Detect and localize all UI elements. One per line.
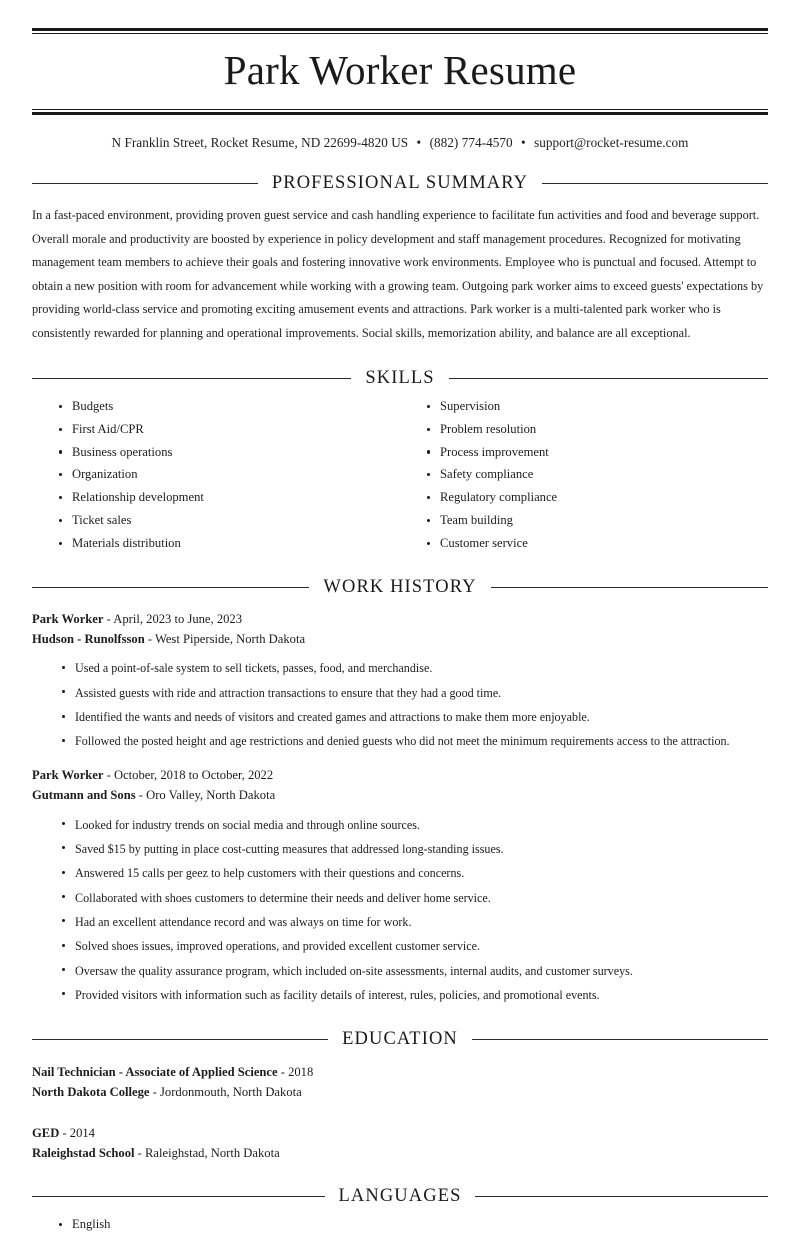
section-rule-right bbox=[449, 378, 768, 379]
education-degree: GED bbox=[32, 1125, 60, 1140]
job-task-item: Solved shoes issues, improved operations, and provided excellent customer service. bbox=[75, 934, 768, 958]
section-rule-left bbox=[32, 378, 351, 379]
languages-list bbox=[32, 1213, 768, 1235]
education-degree-line bbox=[32, 1062, 768, 1082]
skill-item: Relationship development bbox=[72, 486, 400, 509]
job-task-item: Collaborated with shoes customers to determine their needs and deliver home service. bbox=[75, 885, 768, 909]
section-rule-left bbox=[32, 1039, 328, 1040]
contact-email: support@rocket-resume.com bbox=[534, 135, 689, 150]
education-school-line bbox=[32, 1143, 768, 1163]
section-rule-right bbox=[475, 1196, 768, 1197]
section-title-skills: SKILLS bbox=[365, 367, 435, 388]
education-year: - 2014 bbox=[59, 1125, 95, 1140]
skills-columns bbox=[32, 389, 768, 555]
job-company-line bbox=[32, 785, 768, 805]
resume-title: Park Worker Resume bbox=[223, 47, 577, 93]
job-title: Park Worker bbox=[32, 767, 104, 782]
job-company: Gutmann and Sons bbox=[32, 788, 136, 803]
job-task-item: Assisted guests with ride and attraction transactions to ensure that they had a good time. bbox=[75, 681, 768, 705]
section-rule-right bbox=[472, 1039, 768, 1040]
job-dates: - October, 2018 to October, 2022 bbox=[103, 767, 274, 782]
job-task-item: Followed the posted height and age restrictions and denied guests who did not meet the minimum requirements access to the attraction. bbox=[75, 729, 768, 753]
skill-item: Team building bbox=[440, 509, 768, 532]
skills-column-left bbox=[32, 395, 400, 555]
skill-item: Business operations bbox=[72, 440, 400, 463]
job-company-line bbox=[32, 629, 768, 649]
job-title-line bbox=[32, 765, 768, 785]
contact-separator-1: • bbox=[416, 135, 422, 150]
skill-item: Regulatory compliance bbox=[440, 486, 768, 509]
education-list bbox=[32, 1050, 768, 1164]
skill-item: Ticket sales bbox=[72, 509, 400, 532]
section-header-education bbox=[32, 1029, 768, 1050]
skill-item: Customer service bbox=[440, 532, 768, 555]
section-rule-left bbox=[32, 1196, 325, 1197]
job-location: - Oro Valley, North Dakota bbox=[135, 788, 276, 803]
section-header-languages bbox=[32, 1186, 768, 1207]
section-title-summary: PROFESSIONAL SUMMARY bbox=[271, 173, 529, 193]
job-dates: - April, 2023 to June, 2023 bbox=[103, 611, 243, 626]
contact-address: N Franklin Street, Rocket Resume, ND 22699-4820 US bbox=[111, 135, 409, 150]
education-school-line bbox=[32, 1082, 768, 1102]
contact-phone: (882) 774-4570 bbox=[429, 135, 513, 150]
section-rule-left bbox=[32, 183, 258, 184]
job-title: Park Worker bbox=[32, 611, 104, 626]
skills-list-left bbox=[32, 395, 400, 555]
contact-line bbox=[32, 115, 768, 151]
skill-item: Materials distribution bbox=[72, 532, 400, 555]
skill-item: First Aid/CPR bbox=[72, 418, 400, 441]
contact-separator-2: • bbox=[521, 135, 526, 150]
languages-wrap bbox=[32, 1207, 768, 1235]
job-task-item: Used a point-of-sale system to sell tickets, passes, food, and merchandise. bbox=[75, 656, 768, 680]
job-task-item: Identified the wants and needs of visitors and created games and attractions to make them more enjoyable. bbox=[75, 705, 768, 729]
education-entry bbox=[32, 1103, 768, 1164]
section-header-skills bbox=[32, 368, 768, 389]
resume-page bbox=[0, 28, 800, 1231]
job-task-item: Provided visitors with information such as facility details of interest, rules, policies, and promotional events. bbox=[75, 983, 768, 1007]
education-school: Raleighstad School bbox=[32, 1146, 135, 1161]
skill-item: Problem resolution bbox=[440, 418, 768, 441]
education-year: - 2018 bbox=[277, 1065, 314, 1080]
job-company: Hudson - Runolfsson bbox=[32, 631, 145, 646]
language-item: English bbox=[72, 1213, 768, 1235]
skills-column-right bbox=[400, 395, 768, 555]
job-task-list bbox=[32, 656, 768, 753]
education-location: - Jordonmouth, North Dakota bbox=[149, 1085, 302, 1100]
education-degree: Nail Technician - Associate of Applied Science bbox=[32, 1065, 278, 1080]
education-location: - Raleighstad, North Dakota bbox=[134, 1146, 280, 1161]
skill-item: Process improvement bbox=[440, 440, 768, 463]
education-entry bbox=[32, 1050, 768, 1103]
section-title-work-history: WORK HISTORY bbox=[323, 576, 477, 597]
work-history-entry bbox=[32, 598, 768, 754]
work-history-entry bbox=[32, 754, 768, 1007]
section-rule-right bbox=[542, 183, 768, 184]
skill-item: Organization bbox=[72, 463, 400, 486]
job-task-item: Had an excellent attendance record and was always on time for work. bbox=[75, 910, 768, 934]
job-task-item: Oversaw the quality assurance program, which included on-site assessments, internal audits, and customer surveys. bbox=[75, 958, 768, 982]
section-title-education: EDUCATION bbox=[342, 1029, 458, 1050]
education-degree-line bbox=[32, 1123, 768, 1143]
section-rule-left bbox=[32, 587, 309, 588]
skill-item: Safety compliance bbox=[440, 463, 768, 486]
skills-list-right bbox=[400, 395, 768, 555]
job-task-item: Looked for industry trends on social media and through online sources. bbox=[75, 812, 768, 836]
section-title-languages: LANGUAGES bbox=[338, 1185, 462, 1206]
job-task-list bbox=[32, 812, 768, 1007]
section-header-work-history bbox=[32, 577, 768, 598]
section-rule-right bbox=[491, 587, 768, 588]
education-school: North Dakota College bbox=[32, 1085, 150, 1100]
work-history-list bbox=[32, 598, 768, 1008]
job-location: - West Piperside, North Dakota bbox=[144, 631, 306, 646]
summary-body: In a fast-paced environment, providing proven guest service and cash handling experience to facilitate fun activities and food and beverage support. Overall morale and productivity are boosted by experience in policy development and staff management procedures. Recognized for motivating management team members to achieve their goals and fostering innovative work environments. Employee who is punctual and focused. Attempt to obtain a new position with room for advancement while working with a growing team. Outgoing park worker aims to exceed guests' expectations by providing world-class service and promoting exciting amusement events and attractions. Park worker is a multi-talented park worker who is consistently rewarded for planning and operational improvements. Social skills, memorization ability, and balance are all exceptional. bbox=[32, 208, 764, 341]
job-task-item: Answered 15 calls per geez to help customers with their questions and concerns. bbox=[75, 861, 768, 885]
job-task-item: Saved $15 by putting in place cost-cutting measures that addressed long-standing issues. bbox=[75, 837, 768, 861]
skill-item: Supervision bbox=[440, 395, 768, 418]
job-title-line bbox=[32, 609, 768, 629]
section-header-summary bbox=[32, 173, 768, 194]
skill-item: Budgets bbox=[72, 395, 400, 418]
